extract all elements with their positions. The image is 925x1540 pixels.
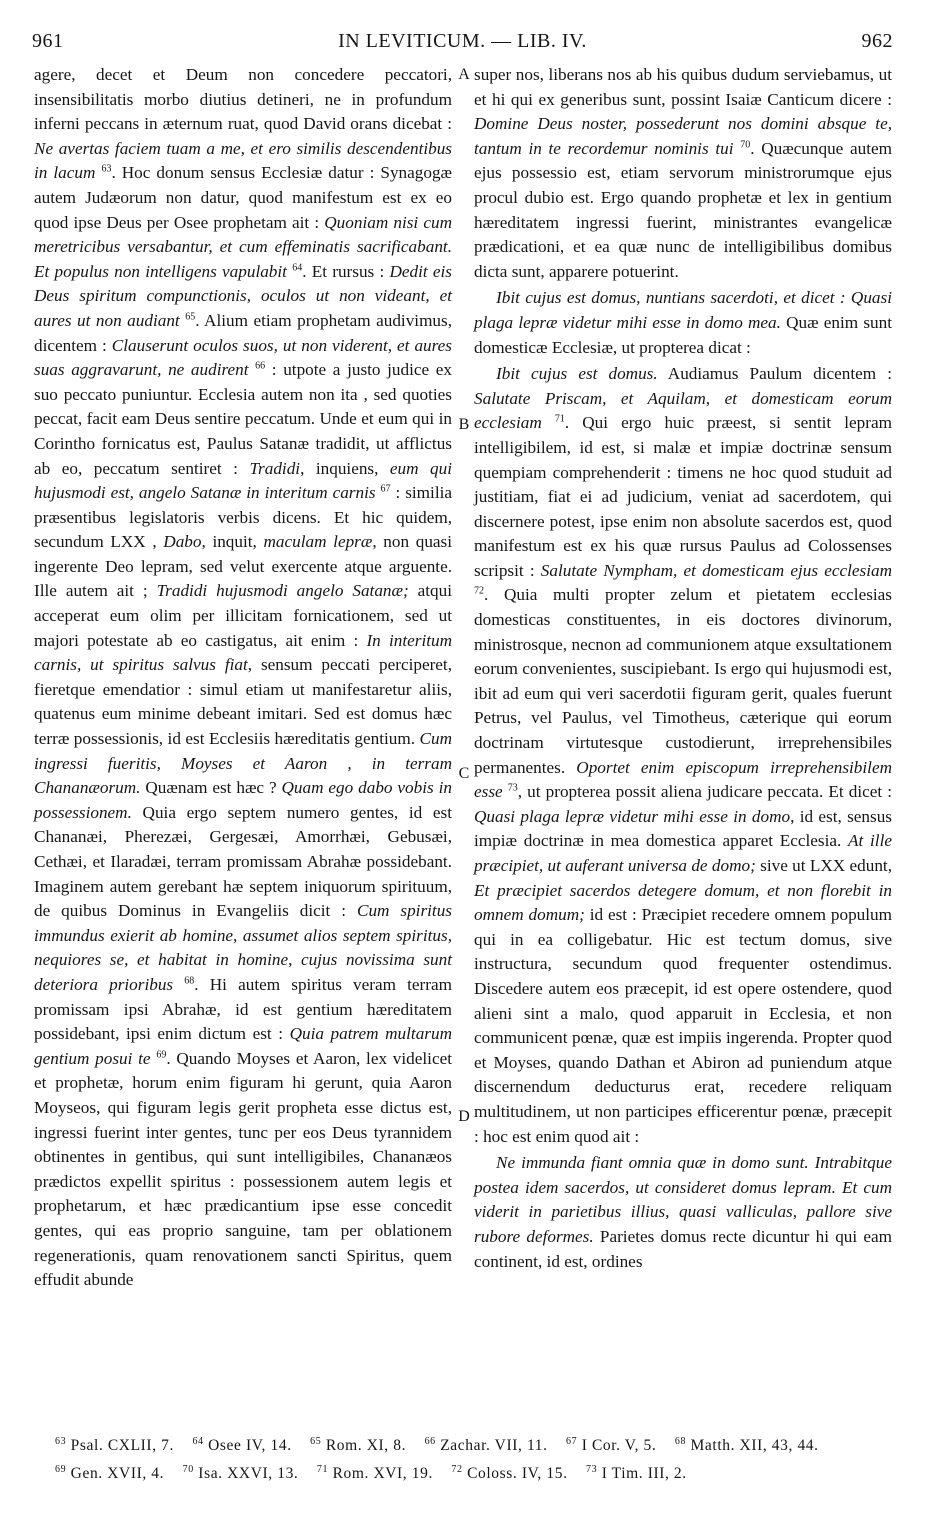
footnote <box>55 1465 164 1482</box>
footnote-number: 63 <box>55 1436 67 1447</box>
scripture-quote: Et præcipiet sacerdos detegere domum, et non florebit in omnem domum; <box>474 880 892 925</box>
paragraph <box>34 63 452 1293</box>
footnote-citation: Isa. XXVI, 13. <box>193 1465 299 1483</box>
footnote-ref: 70 <box>740 139 751 151</box>
text-run: , inquit, <box>201 532 264 552</box>
footnote <box>566 1437 656 1454</box>
footnote-ref: 71 <box>554 413 565 425</box>
text-run: . Quæcunque autem ejus possessio est, etiam servorum ministrorumque ejus procul dubio est. Ergo quando prophetæ et lex in gentium hæreditatem ingressi fuerint, ministrantes evangelicæ prædicationi, et ea quæ nunc de intelligibilibus domibus dicta sunt, apparere potuerint. <box>474 138 892 281</box>
scripture-quote: Ne immunda fiant omnia quæ in domo sunt. Intrabitque postea idem sacerdos, ut consideret domus lepram. Et cum viderit in parietibus illius, quasi valliculas, pallore sive rubore deformes. <box>474 1153 892 1246</box>
margin-marker-c: C <box>458 765 470 782</box>
margin-marker-d: D <box>458 1108 470 1125</box>
scripture-quote: At ille præcipiet, ut auferant universa de domo; <box>474 831 892 875</box>
footnote-citation: Zachar. VII, 11. <box>435 1437 548 1455</box>
footnote-ref: 64 <box>292 262 303 274</box>
text-run: : utpote a justo judice ex suo peccato puniuntur. Ecclesia autem non ita , sed quoties peccat, facit eam Deus sentire peccatum. Unde et eum qui in Corintho fornicatus est, Paulus Satanæ tradidit, ut afflictus ab eo, peccatum sentiret : <box>34 360 452 478</box>
text-run: . Quando Moyses et Aaron, lex videlicet et prophetæ, horum enim figuram hi gerunt, quia Aaron Moyseos, qui figuram legis gerit propheta esse dictus est, ingressi fuerint inter gentes, tunc per eos Deus tyrannidem obtinentes in gentibus, qui sunt intelligibiles, Chananæos prædictos expellit spiritus : possessionem autem legis et prophetarum, et hæc prædicantium ipse esse concedit gentes, qui eas proprio sanguine, tam per oblationem regenerationis, quam renovationem sancti Spiritus, quem effudit abunde <box>34 1048 452 1290</box>
scripture-quote: maculam lepræ <box>263 532 373 552</box>
text-run: , non quasi ingerente Deo lepram, sed velut exercente atque arguente. Ille autem ait ; <box>34 532 452 601</box>
scripture-quote: Clauserunt oculos suos, ut non viderent, et aures suas aggravarunt, ne audirent <box>34 335 452 380</box>
footnote <box>586 1465 687 1482</box>
text-run: super nos, liberans nos ab his quibus dudum serviebamus, ut et hi qui ex generibus sunt, possint Isaiæ Canticum dicere : <box>474 65 892 109</box>
footnote-number: 71 <box>316 1464 329 1476</box>
footnote <box>451 1465 567 1482</box>
scripture-quote: Dabo <box>163 532 202 552</box>
footnote-number: 67 <box>566 1436 578 1447</box>
paragraph <box>474 1151 892 1274</box>
footnote <box>183 1465 299 1482</box>
running-title: IN LEVITICUM. — LIB. IV. <box>338 30 587 52</box>
text-run: . Hi autem spiritus veram terram promissam ipsi Abrahæ, id est gentium hæreditatem possidebant, ipsi enim dictum est : <box>34 974 452 1044</box>
scripture-quote: Ibit cujus est domus. <box>496 364 658 384</box>
footnote <box>310 1437 406 1454</box>
text-run: Parietes domus recte dicuntur hi qui eam continent, id est, ordines <box>474 1226 892 1271</box>
footnote-citation: Rom. XI, 8. <box>321 1437 407 1455</box>
text-run <box>173 975 184 994</box>
text-run: Audiamus Paulum dicentem : <box>657 364 892 384</box>
text-run: sive ut LXX edunt, <box>755 856 892 875</box>
paragraph <box>474 63 892 284</box>
scripture-quote: Tradidi hujusmodi angelo Satanæ; <box>156 581 409 601</box>
footnote <box>317 1465 433 1482</box>
page-header <box>0 30 925 60</box>
page-number-right: 962 <box>861 30 893 52</box>
margin-marker-a: A <box>458 66 470 83</box>
footnote-number: 65 <box>310 1436 322 1447</box>
text-run: agere, decet et Deum non concedere peccatori, insensibilitatis morbo diutius detineri, ne in profundum inferni peccans in æternum ruat, quod David orans dicebat : <box>34 65 452 134</box>
footnote-number: 69 <box>55 1464 67 1476</box>
text-run: . Et rursus : <box>302 261 390 281</box>
footnote-number: 64 <box>192 1436 204 1447</box>
text-run: , sensum peccati perciperet, fieretque emendatior : simul etiam ut manifestaretur aliis, quatenus eum minime debeant imitari. Sed est domus hæc terræ possessionis, id est Ecclesiis hæreditatis gentium. <box>34 655 452 749</box>
scripture-quote: Dedit eis Deus spiritum compunctionis, oculos ut non videant, et aures ut non audiant <box>34 261 452 330</box>
footnote-ref: 67 <box>380 483 391 495</box>
footnote-citation: I Cor. V, 5. <box>577 1437 657 1455</box>
scripture-quote: eum qui hujusmodi est, angelo Satanæ in interitum carnis <box>34 458 452 503</box>
scripture-quote: Oportet enim episcopum irreprehensibilem esse <box>474 757 892 802</box>
text-run: Quænam est hæc ? <box>140 778 282 798</box>
footnote-ref: 69 <box>156 1049 167 1061</box>
text-run: . Qui ergo huic præest, si sentit lepram intelligibilem, id est, si malæ et impiæ doctrinæ sensum quempiam comprehenderit : timens ne hoc quod studuit ad justitiam, fiat ei ad judicium, veniat ad sacerdotem, qui discernere potest, ipse enim non absolute sacerdos est, quod manifestum est ex his quæ rursus Paulus ad Colossenses scripsit : <box>474 413 892 580</box>
scripture-quote: Salutate Priscam, et Aquilam, et domesticam eorum ecclesiam <box>474 388 892 433</box>
text-run: . Hoc donum sensus Ecclesiæ datur : Synagogæ autem Judæorum non datur, quod manifestum est ex eo quod ipse Deus per Osee prophetam ait : <box>34 163 452 232</box>
footnote-citation: Coloss. IV, 15. <box>462 1465 568 1483</box>
footnote-ref: 72 <box>474 585 484 597</box>
scripture-quote: Ne avertas faciem tuam a me, et ero similis descendentibus in lacum <box>34 138 452 183</box>
footnote-ref: 73 <box>507 782 518 794</box>
footnote-number: 66 <box>424 1436 436 1447</box>
scripture-quote: Cum ingressi fueritis, Moyses et Aaron , in terram Chananæorum. <box>34 729 452 798</box>
scripture-quote: Quia patrem multarum gentium posui te <box>34 1024 452 1068</box>
scripture-quote: Salutate Nympham, et domesticam ejus ecclesiam <box>540 560 892 580</box>
footnote-citation: I Tim. III, 2. <box>597 1465 687 1483</box>
footnote <box>192 1437 291 1454</box>
scripture-quote: Domine Deus noster, possederunt nos domini absque te, tantum in te recordemur nominis tui <box>474 114 892 158</box>
scripture-quote: In interitum carnis, ut spiritus salvus fiat <box>34 630 452 675</box>
footnote-number: 72 <box>451 1464 463 1476</box>
scripture-quote: Quam ego dabo vobis in possessionem. <box>34 778 452 822</box>
footnote-number: 70 <box>182 1464 194 1476</box>
text-run: . Quia multi propter zelum et pietatem ecclesias domesticas constituentes, in eis doctores divinorum, ministrosque, necnon ad communionem atque exsultationem eorum convenientes, suscipiebant. Is ergo qui hujusmodi est, ibit ad eum qui veri sacerdotii figuram gerit, quales fuerunt Petrus, vel Paulus, vel Timotheus, cæterique qui eorum doctrinam virtutesque custodierunt, irreprehensibiles permanentes. <box>474 585 892 777</box>
right-column <box>474 63 892 1274</box>
scripture-quote: Quoniam nisi cum meretricibus versabantur, et cum effeminatis sacrificabant. Et populus non intelligens vapulabit <box>34 212 452 281</box>
footnote-citation: Matth. XII, 43, 44. <box>686 1437 819 1455</box>
text-run: Quia ergo septem numero gentes, id est Chananæi, Pherezæi, Gergesæi, Amorrhæi, Gebusæi, Cethæi, et Ilaradæi, terram promissam Abrahæ possidebant. Imaginem autem gerebant hæ septem iniquorum spirituum, de quibus Dominus in Evangeliis dicit : <box>34 802 452 921</box>
scripture-quote: Quasi plaga lepræ videtur mihi esse in domo <box>474 806 791 826</box>
scripture-quote: Ibit cujus est domus, nuntians sacerdoti, et dicet : Quasi plaga lepræ videtur mihi esse in domo mea. <box>474 288 892 332</box>
footnote-ref: 66 <box>255 360 266 372</box>
footnote-citation: Psal. CXLII, 7. <box>66 1437 174 1455</box>
footnotes <box>55 1430 895 1486</box>
text-run: . Alium etiam prophetam audivimus, dicentem : <box>34 310 453 355</box>
text-run <box>542 413 555 432</box>
footnote-citation: Rom. XVI, 19. <box>328 1465 433 1483</box>
footnote-citation: Gen. XVII, 4. <box>66 1465 165 1483</box>
footnote-ref: 65 <box>185 311 196 323</box>
text-run: : similia præsentibus legislatoris verbis dicens. Et hic quidem, secundum LXX , <box>34 483 453 552</box>
paragraph <box>474 286 892 360</box>
paragraph <box>474 362 892 1149</box>
footnote <box>425 1437 548 1454</box>
footnote <box>675 1437 819 1454</box>
text-run: Quæ enim sunt domesticæ Ecclesiæ, ut propterea dicat : <box>474 312 892 357</box>
footnote-ref: 68 <box>184 975 195 987</box>
text-run: , inquiens, <box>300 458 390 478</box>
scripture-quote: Tradidi <box>249 458 301 478</box>
left-column <box>34 63 452 1293</box>
footnote-ref: 63 <box>101 163 112 175</box>
footnote-citation: Osee IV, 14. <box>203 1437 292 1455</box>
text-run: id est : Præcipiet recedere omnem populum qui in ea colligebatur. Hic est tectum domus, sive instructura, secundum quod frequenter ostendimus. Discedere autem eos præcepit, id est opere ostendere, quod alieni sint a malo, quod apparuit in Ecclesia, et non communicent pœnæ, quæ est impiis ingerenda. Propter quod et Moyses, quando Dathan et Abiron ad puniendum atque discernendum deducturus erat, recedere reliquam multitudinem, ut non participes efficerentur pœnæ, præcepit : hoc est enim quod ait : <box>474 905 892 1146</box>
footnote-number: 68 <box>674 1436 687 1447</box>
margin-marker-b: B <box>458 416 470 433</box>
text-run: , ut propterea possit aliena judicare peccata. Et dicet : <box>517 782 893 802</box>
footnote-number: 73 <box>586 1464 598 1476</box>
page-number-left: 961 <box>32 30 64 52</box>
scripture-quote: Cum spiritus immundus exierit ab homine, assumet alios septem spiritus, nequiores se, et habitat in homine, cujus novissima sunt deteriora prioribus <box>34 901 452 994</box>
text-run: , id est, sensus impiæ doctrinæ in mea domestica apparet Ecclesia. <box>474 806 892 851</box>
text-run: atqui acceperat eum olim per illicitam fornicationem, sed ut majori potestate ab eo castigatus, ait enim : <box>34 581 452 650</box>
footnote <box>55 1437 174 1454</box>
